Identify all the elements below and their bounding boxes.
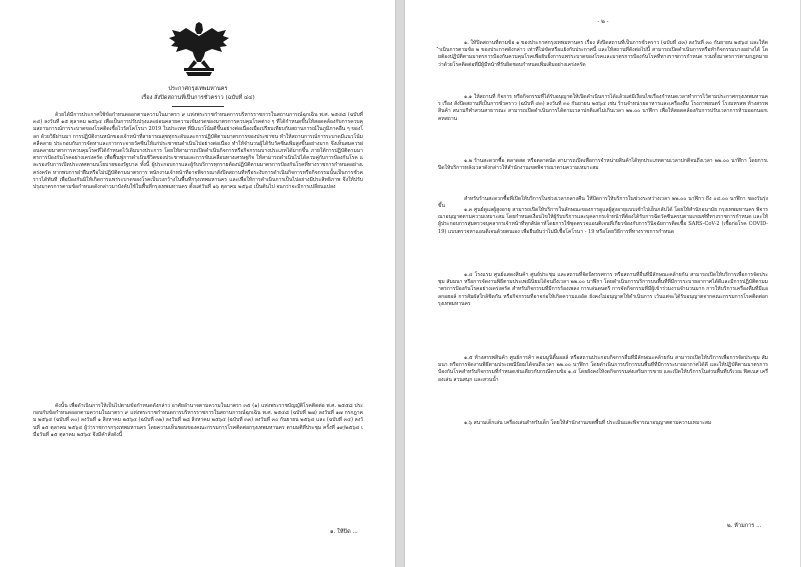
document-page-left: [0, 0, 396, 567]
garuda-emblem-icon: [166, 22, 232, 78]
header-divider: [172, 106, 224, 107]
order-item-1-2: ๑.๒ ร้านสะดวกซื้อ ตลาดสด หรือตลาดนัด สามารถเปิดเพื่อการจำหน่ายสินค้าได้ทุกประเภทตามเวลาปกติจนถึงเวลา ๒๒.๐๐ นาฬิกา โดยการเปิดให้บริการหลังเวลาดังกล่าวให้สำนักงานเขตพิจารณาตามความเหมาะสม: [438, 158, 768, 172]
page-number: - ๒ -: [597, 19, 609, 25]
document-page-right: [404, 0, 800, 567]
order-item-1-2-note: สำหรับร้านสะดวกซื้อที่เปิดให้บริการในช่วงเวลากลางคืน ให้ปิดการให้บริการในช่วงระหว่างเวลา ๒๒.๐๐ นาฬิกา ถึง ๐๔.๐๐ นาฬิกา ของวันรุ่งขึ้น: [438, 196, 768, 210]
order-item-1-5: ๑.๕ ห้างสรรพสินค้า ศูนย์การค้า คอมมูนิตี้มอลล์ หรือสถานประกอบกิจการอื่นที่มีลักษณะคล้ายกัน สามารถเปิดให้บริการเพื่อการจัดประชุม สัมมนา หรือการจัดงานพิธีตามประเพณีนิยมได้จนถึงเวลา ๒๒.๐๐ นาฬิกา โดยดำเนินการบริการบนพื้นที่ที่มีการระบายอากาศได้ดี และให้ปฏิบัติตามมาตรการป้องกันโรคสำหรับกิจกรรมที่กำหนดเช่นเดียวกับกรณีตามข้อ ๑.๔ โดยยังคงให้งดกิจกรรมส่งเสริมการขาย และเปิดให้บริการในส่วนพื้นที่บริเวณ ฟิตเนส เครื่องเล่น สวนสนุก และสวนน้ำ: [438, 355, 768, 383]
body-paragraph-2: ดังนั้น เพื่อดำเนินการให้เป็นไปตามข้อกำหนดดังกล่าว อาศัยอำนาจตามความในมาตรา ๓๕ (๑) แห่งพระราชบัญญัติโรคติดต่อ พ.ศ. ๒๕๕๘ ประกอบกับข้อกำหนดออกตามความในมาตรา ๙ แห่งพระราชกำหนดการบริหารราชการในสถานการณ์ฉุกเฉิน พ.ศ. ๒๕๔๘ (ฉบับที่ ๒๗) ลงวันที่ ๑๗ กรกฎาคม ๒๕๖๔ (ฉบับที่ ๓๐) ลงวันที่ ๑ สิงหาคม ๒๕๖๔ (ฉบับที่ ๓๒) ลงวันที่ ๒๘ สิงหาคม ๒๕๖๔ (ฉบับที่ ๓๓) ลงวันที่ ๓๐ กันยายน ๒๕๖๔ และ (ฉบับที่ ๓๔) ลงวันที่ ๑๕ ตุลาคม ๒๕๖๔ ผู้ว่าราชการกรุงเทพมหานคร โดยความเห็นชอบของคณะกรรมการโรคติดต่อกรุงเทพมหานคร ตามมติที่ประชุม ครั้งที่ ๑๙/๒๕๖๔ เมื่อวันที่ ๑๕ ตุลาคม ๒๕๖๔ จึงมีคำสั่งดังนี้: [33, 403, 363, 438]
order-item-1: ๑. ให้ปิดสถานที่ตามข้อ ๑ ของประกาศกรุงเทพมหานคร เรื่อง สั่งปิดสถานที่เป็นการชั่วคราว (ฉบับที่ ๔๓) ลงวันที่ ๓๐ กันยายน ๒๕๖๔ และให้ดำเนินการตามข้อ ๒ ของประกาศดังกล่าว เท่าที่ไม่ขัดหรือแย้งกับประกาศนี้ และให้สถานที่ดังต่อไปนี้ สามารถเปิดดำเนินการหรือทำกิจกรรมบางอย่างได้ โดยต้องปฏิบัติตามมาตรการป้องกันควบคุมโรคเพื่อยับยั้งการแพร่ระบาดของโรคและมาตรการป้องกันโรคที่ทางราชการกำหนด รวมทั้งมาตรการตามกฎหมายว่าด้วยโรคติดต่อที่มีผู้มีหน้าที่รับผิดชอบกำหนดเพิ่มเติมอย่างเคร่งครัด: [438, 40, 768, 68]
order-item-1-1: ๑.๑ ให้สถานที่ กิจการ หรือกิจกรรมที่ได้รับอนุญาตให้เปิดดำเนินการได้แล้วแต่มีเงื่อนไขเรื่องกำหนดเวลาทำการไว้ตามประกาศกรุงเทพมหานคร เรื่อง สั่งปิดสถานที่เป็นการชั่วคราว (ฉบับที่ ๔๓) ลงวันที่ ๓๐ กันยายน ๒๕๖๔ เช่น ร้านจำหน่ายอาหารและเครื่องดื่ม โรงภาพยนตร์ โรงมหรสพ ห้างสรรพสินค้า สนามกีฬาสวนสาธารณะ สามารถเปิดดำเนินการได้ตามเวลาปกติแต่ไม่เกินเวลา ๒๒.๐๐ นาฬิกา เพื่อให้สอดคล้องกับการปรับเวลาการห้ามออกนอกเคหสถาน: [438, 94, 768, 122]
order-item-1-3: ๑.๓ ศูนย์ดูแลผู้สูงอายุ สามารถเปิดให้บริการในลักษณะของการดูแลผู้สูงอายุแบบเช้าไปเย็นกลับได้ โดยให้สำนักอนามัย กรุงเทพมหานคร พิจารณาอนุญาตตามความเหมาะสม โดยกำหนดเงื่อนไขให้ผู้รับบริการและบุคลากรเจ้าหน้าที่ต้องได้รับการฉีดวัคซีนครบตามเกณฑ์ที่ทางราชการกำหนด และให้ผู้ประกอบการสุ่มตรวจบุคลากรเจ้าหน้าที่ทุกสัปดาห์โดยการใช้ชุดตรวจแอนติเจนที่เกี่ยวข้องกับการวินิจฉัยการติดเชื้อ SARS-CoV-2 (เชื้อก่อโรค COVID-19) แบบตรวจหาแอนติเจนด้วยตนเอง เพื่อยืนยันว่าไม่มีเชื้อโคโรนา - 19 หรือโดยวิธีการที่ทางราชการกำหนด: [438, 207, 768, 235]
continuation-marker: ๒. ห้ามการ ...: [727, 523, 762, 529]
announcement-topic: เรื่อง สั่งปิดสถานที่เป็นการชั่วคราว (ฉบับที่ ๔๔): [141, 95, 255, 101]
order-item-1-6: ๑.๖ สนามเด็กเล่น เครื่องเล่นสำหรับเด็ก โดยให้สำนักงานเขตพื้นที่ ประเมินและพิจารณาอนุญาตตามความเหมาะสม: [464, 420, 712, 426]
announcement-org: ประกาศกรุงเทพมหานคร: [168, 86, 228, 92]
body-paragraph-1: ด้วยได้มีการประกาศใช้ข้อกำหนดออกตามความในมาตรา ๙ แห่งพระราชกำหนดการบริหารราชการในสถานการณ์ฉุกเฉิน พ.ศ. ๒๕๔๘ (ฉบับที่ ๓๔) ลงวันที่ ๑๕ ตุลาคม ๒๕๖๔ เพื่อเป็นการปรับปรุงและผ่อนคลายความเข้มงวดของมาตรการควบคุมโรคต่าง ๆ ที่ได้กำหนดขึ้นให้สอดคล้องกับการควบคุมสถานการณ์การระบาดของโรคติดเชื้อไวรัสโคโรนา 2019 ในประเทศ ที่มีแนวโน้มดีขึ้นอย่างต่อเนื่องเมื่อเปรียบเทียบกับสถานการณ์ในภูมิภาคอื่น ๆ ของโลก ด้วยวิธีผ่านมา การปฏิบัติงานหนักของเจ้าหน้าที่สาธารณสุขทุกระดับและการปฏิบัติตามมาตรการของประชาชน ทำให้สถานการณ์การระบาดมีแนวโน้มคลี่คลาย ประกอบกับการจัดหาและการกระจายวัคซีนให้แก่ประชาชนดำเนินไปอย่างต่อเนื่อง ทำให้จำนวนผู้ได้รับวัคซีนเพิ่มสูงขึ้นอย่างมาก จึงเห็นสมควรผ่อนคลายมาตรการควบคุมโรคที่ได้กำหนดไว้เดิมบางประการ โดยให้สามารถเปิดดำเนินกิจการหรือกิจกรรมบางประเภทได้มากขึ้น ภายใต้การปฏิบัติตามมาตรการป้องกันโรคอย่างเคร่งครัด เพื่อฟื้นฟูการดำเนินชีวิตของประชาชนและการขับเคลื่อนทางเศรษฐกิจ ให้สามารถดำเนินไปได้ควบคู่กับการป้องกันโรค และรองรับการเปิดประเทศตามนโยบายของรัฐบาล ทั้งนี้ ผู้ประกอบการและผู้รับบริการทุกรายต้องปฏิบัติตามมาตรการป้องกันโรคที่ทางราชการกำหนดอย่างเคร่งครัด หากพบการฝ่าฝืนหรือไม่ปฏิบัติตามมาตรการ พนักงานเจ้าหน้าที่อาจพิจารณาสั่งปิดสถานที่หรือระงับการดำเนินกิจการหรือกิจกรรมนั้นเป็นการชั่วคราวได้ทันที เพื่อป้องกันมิให้เกิดการแพร่ระบาดของโรคเป็นวงกว้างในพื้นที่กรุงเทพมหานคร และเพื่อให้การดำเนินการเป็นไปอย่างมีประสิทธิภาพ จึงให้ปรับปรุงมาตรการตามข้อกำหนดดังกล่าวมาบังคับใช้ในพื้นที่กรุงเทพมหานคร ตั้งแต่วันที่ ๑๖ ตุลาคม ๒๕๖๔ เป็นต้นไป จนกว่าจะมีการเปลี่ยนแปลง: [33, 112, 364, 191]
continuation-marker: ๑. ให้ปิด ...: [330, 529, 358, 535]
order-item-1-4: ๑.๔ โรงแรม ศูนย์แสดงสินค้า ศูนย์ประชุม และสถานที่จัดนิทรรศการ หรือสถานที่อื่นที่มีลักษณะคล้ายกัน สามารถเปิดให้บริการเพื่อการจัดประชุม สัมมนา หรือการจัดงานพิธีตามประเพณีนิยมได้จนถึงเวลา ๒๒.๐๐ นาฬิกา โดยดำเนินการบริการบนพื้นที่ที่มีการระบายอากาศได้ดีและมีการปฏิบัติตามมาตรการป้องกันโรคอย่างเคร่งครัด สำหรับกิจกรรมที่มีการร้องเพลง การเล่นดนตรี การจัดกิจกรรมที่มีผู้เข้าร่วมงานจำนวนมาก การให้บริการเครื่องดื่มที่มีแอลกอฮอล์ การสัมผัสใกล้ชิดกัน หรือกิจกรรมที่อาจก่อให้เกิดความแออัด ยังคงไม่อนุญาตให้ดำเนินการ เว้นแต่จะได้รับอนุญาตจากคณะกรรมการโรคติดต่อกรุงเทพมหานคร: [438, 272, 768, 307]
